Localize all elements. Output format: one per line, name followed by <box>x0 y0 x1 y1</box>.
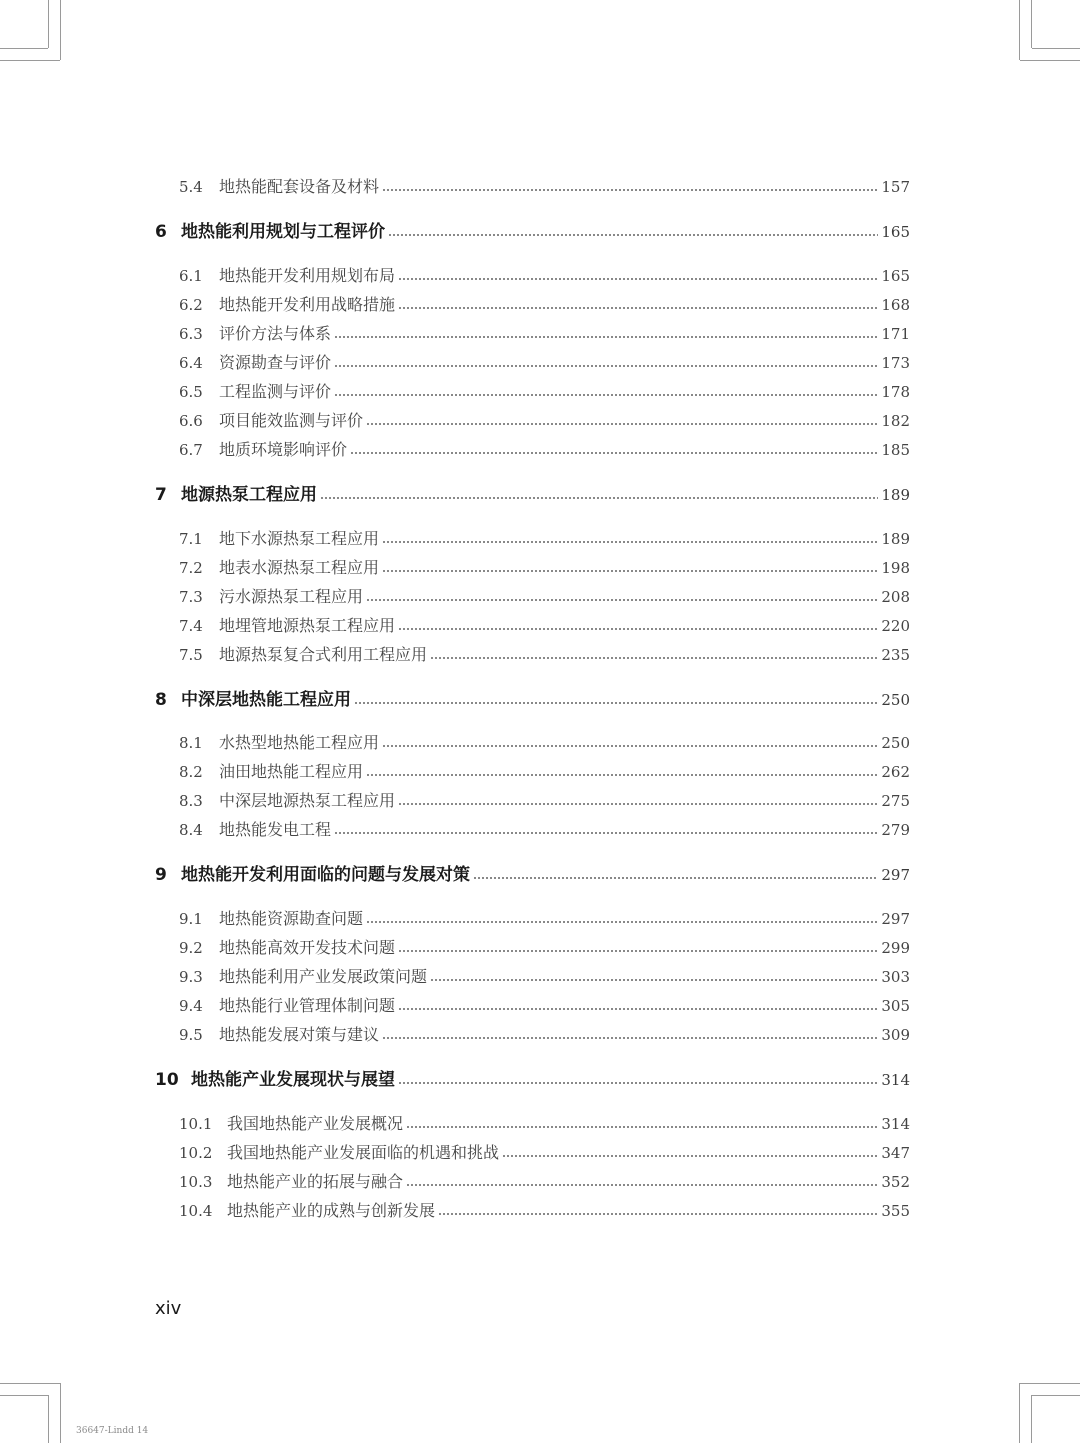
toc-leader-dots <box>398 307 878 309</box>
toc-entry-number: 7.2 <box>179 559 203 577</box>
toc-section-entry[interactable] <box>179 1198 910 1224</box>
toc-section-entry[interactable] <box>179 817 910 843</box>
toc-entry-number: 10 <box>155 1070 179 1090</box>
toc-section-entry[interactable] <box>179 935 910 961</box>
toc-leader-dots <box>430 657 878 659</box>
toc-leader-dots <box>388 234 878 236</box>
toc-section-entry[interactable] <box>179 350 910 376</box>
toc-entry-title: 地热能开发利用战略措施 <box>219 295 396 314</box>
toc-section-entry[interactable] <box>179 1140 910 1166</box>
toc-entry-title: 地热能产业发展现状与展望 <box>191 1070 395 1090</box>
toc-leader-dots <box>366 921 878 923</box>
toc-entry-number: 6 <box>155 222 167 242</box>
toc-entry-page: 309 <box>881 1026 910 1044</box>
toc-leader-dots <box>398 1008 878 1010</box>
toc-leader-dots <box>366 423 878 425</box>
toc-leader-dots <box>398 1082 878 1084</box>
toc-leader-dots <box>382 745 878 747</box>
toc-entry-title: 项目能效监测与评价 <box>219 411 364 430</box>
toc-leader-dots <box>398 803 878 805</box>
toc-leader-dots <box>354 702 878 704</box>
toc-entry-number: 6.2 <box>179 296 203 314</box>
toc-entry-number: 10.2 <box>179 1144 213 1162</box>
toc-entry-number: 8.4 <box>179 821 203 839</box>
toc-entry-title: 资源勘查与评价 <box>219 353 332 372</box>
toc-leader-dots <box>398 950 878 952</box>
toc-entry-page: 305 <box>881 997 910 1015</box>
toc-entry-title: 工程监测与评价 <box>219 382 332 401</box>
toc-entry-page: 157 <box>881 178 910 196</box>
toc-entry-page: 165 <box>881 267 910 285</box>
toc-entry-number: 6.5 <box>179 383 203 401</box>
toc-entry-page: 235 <box>881 646 910 664</box>
toc-entry-page: 347 <box>881 1144 910 1162</box>
toc-entry-title: 地质环境影响评价 <box>219 440 348 459</box>
toc-leader-dots <box>320 497 878 499</box>
toc-leader-dots <box>334 336 878 338</box>
toc-entry-number: 6.6 <box>179 412 203 430</box>
toc-entry-number: 9.5 <box>179 1026 203 1044</box>
toc-leader-dots <box>382 570 878 572</box>
toc-entry-number: 8 <box>155 690 167 710</box>
toc-entry-number: 9.3 <box>179 968 203 986</box>
toc-leader-dots <box>366 599 878 601</box>
toc-entry-number: 7.5 <box>179 646 203 664</box>
toc-entry-number: 5.4 <box>179 178 203 196</box>
toc-entry-title: 我国地热能产业发展概况 <box>227 1114 404 1133</box>
toc-entry-page: 303 <box>881 968 910 986</box>
toc-entry-title: 地热能产业的拓展与融合 <box>227 1172 404 1191</box>
toc-entry-number: 7 <box>155 485 167 505</box>
toc-entry-page: 352 <box>881 1173 910 1191</box>
toc-section-entry[interactable] <box>179 526 910 552</box>
toc-chapter-entry[interactable] <box>155 219 910 245</box>
toc-entry-page: 182 <box>881 412 910 430</box>
toc-entry-page: 165 <box>881 223 910 241</box>
toc-leader-dots <box>334 832 878 834</box>
toc-entry-page: 250 <box>881 691 910 709</box>
toc-leader-dots <box>502 1155 878 1157</box>
toc-entry-page: 178 <box>881 383 910 401</box>
toc-entry-page: 171 <box>881 325 910 343</box>
toc-entry-number: 10.4 <box>179 1202 213 1220</box>
toc-entry-title: 油田地热能工程应用 <box>219 762 364 781</box>
toc-leader-dots <box>398 278 878 280</box>
toc-section-entry[interactable] <box>179 437 910 463</box>
toc-section-entry[interactable] <box>179 906 910 932</box>
toc-section-entry[interactable] <box>179 379 910 405</box>
toc-entry-number: 7.4 <box>179 617 203 635</box>
toc-entry-title: 地源热泵工程应用 <box>181 485 317 505</box>
toc-section-entry[interactable] <box>179 584 910 610</box>
toc-entry-number: 9.2 <box>179 939 203 957</box>
toc-leader-dots <box>382 541 878 543</box>
toc-entry-page: 220 <box>881 617 910 635</box>
toc-entry-page: 262 <box>881 763 910 781</box>
toc-leader-dots <box>366 774 878 776</box>
toc-entry-page: 173 <box>881 354 910 372</box>
toc-entry-page: 297 <box>881 866 910 884</box>
toc-entry-number: 6.7 <box>179 441 203 459</box>
toc-leader-dots <box>406 1184 878 1186</box>
toc-leader-dots <box>430 979 878 981</box>
toc-section-entry[interactable] <box>179 263 910 289</box>
toc-entry-title: 评价方法与体系 <box>219 324 332 343</box>
toc-entry-number: 7.3 <box>179 588 203 606</box>
toc-entry-title: 地热能产业的成熟与创新发展 <box>227 1201 436 1220</box>
toc-entry-title: 地热能高效开发技术问题 <box>219 938 396 957</box>
toc-section-entry[interactable] <box>179 642 910 668</box>
toc-section-entry[interactable] <box>179 1111 910 1137</box>
toc-section-entry[interactable] <box>179 613 910 639</box>
toc-section-entry[interactable] <box>179 759 910 785</box>
toc-entry-number: 10.3 <box>179 1173 213 1191</box>
toc-section-entry[interactable] <box>179 993 910 1019</box>
toc-section-entry[interactable] <box>179 1169 910 1195</box>
toc-section-entry[interactable] <box>179 292 910 318</box>
toc-entry-title: 地热能开发利用面临的问题与发展对策 <box>181 865 470 885</box>
toc-entry-number: 6.3 <box>179 325 203 343</box>
toc-section-entry[interactable] <box>179 174 910 200</box>
toc-entry-number: 9.1 <box>179 910 203 928</box>
page-folio: xiv <box>155 1298 182 1319</box>
toc-entry-page: 314 <box>881 1071 910 1089</box>
toc-entry-title: 地下水源热泵工程应用 <box>219 529 380 548</box>
toc-leader-dots <box>406 1126 878 1128</box>
toc-chapter-entry[interactable] <box>155 482 910 508</box>
toc-section-entry[interactable] <box>179 321 910 347</box>
toc-entry-number: 9 <box>155 865 167 885</box>
toc-entry-page: 355 <box>881 1202 910 1220</box>
toc-entry-title: 地热能利用产业发展政策问题 <box>219 967 428 986</box>
toc-section-entry[interactable] <box>179 788 910 814</box>
toc-entry-title: 地热能发展对策与建议 <box>219 1025 380 1044</box>
toc-section-entry[interactable] <box>179 730 910 756</box>
toc-entry-title: 中深层地热能工程应用 <box>181 690 351 710</box>
toc-entry-title: 地热能配套设备及材料 <box>219 177 380 196</box>
toc-leader-dots <box>398 628 878 630</box>
toc-entry-title: 地表水源热泵工程应用 <box>219 558 380 577</box>
toc-entry-page: 208 <box>881 588 910 606</box>
printer-slug: 36647-Lindd 14 <box>76 1426 149 1436</box>
toc-chapter-entry[interactable] <box>155 687 910 713</box>
toc-entry-page: 314 <box>881 1115 910 1133</box>
toc-chapter-entry[interactable] <box>155 862 910 888</box>
toc-entry-title: 地埋管地源热泵工程应用 <box>219 616 396 635</box>
toc-section-entry[interactable] <box>179 1022 910 1048</box>
toc-entry-number: 8.1 <box>179 734 203 752</box>
toc-leader-dots <box>382 189 878 191</box>
toc-entry-number: 6.4 <box>179 354 203 372</box>
toc-entry-title: 污水源热泵工程应用 <box>219 587 364 606</box>
toc-entry-number: 10.1 <box>179 1115 213 1133</box>
toc-entry-page: 168 <box>881 296 910 314</box>
toc-entry-page: 279 <box>881 821 910 839</box>
toc-section-entry[interactable] <box>179 964 910 990</box>
toc-entry-page: 297 <box>881 910 910 928</box>
toc-entry-title: 水热型地热能工程应用 <box>219 733 380 752</box>
toc-entry-page: 189 <box>881 530 910 548</box>
toc-section-entry[interactable] <box>179 408 910 434</box>
toc-leader-dots <box>350 452 878 454</box>
toc-entry-page: 250 <box>881 734 910 752</box>
toc-entry-title: 地热能资源勘查问题 <box>219 909 364 928</box>
toc-entry-title: 地热能发电工程 <box>219 820 332 839</box>
toc-entry-number: 8.3 <box>179 792 203 810</box>
toc-leader-dots <box>334 365 878 367</box>
toc-entry-title: 中深层地源热泵工程应用 <box>219 791 396 810</box>
toc-entry-page: 185 <box>881 441 910 459</box>
toc-entry-page: 198 <box>881 559 910 577</box>
toc-entry-title: 地源热泵复合式利用工程应用 <box>219 645 428 664</box>
toc-entry-title: 地热能行业管理体制问题 <box>219 996 396 1015</box>
toc-leader-dots <box>473 877 878 879</box>
toc-chapter-entry[interactable] <box>155 1067 910 1093</box>
toc-entry-page: 275 <box>881 792 910 810</box>
toc-entry-number: 6.1 <box>179 267 203 285</box>
toc-section-entry[interactable] <box>179 555 910 581</box>
toc-entry-page: 189 <box>881 486 910 504</box>
toc-leader-dots <box>334 394 878 396</box>
toc-entry-number: 8.2 <box>179 763 203 781</box>
toc-entry-title: 我国地热能产业发展面临的机遇和挑战 <box>227 1143 500 1162</box>
toc-entry-number: 7.1 <box>179 530 203 548</box>
toc-leader-dots <box>438 1213 878 1215</box>
toc-entry-title: 地热能利用规划与工程评价 <box>181 222 385 242</box>
toc-leader-dots <box>382 1037 878 1039</box>
toc-entry-title: 地热能开发利用规划布局 <box>219 266 396 285</box>
toc-entry-page: 299 <box>881 939 910 957</box>
toc-entry-number: 9.4 <box>179 997 203 1015</box>
